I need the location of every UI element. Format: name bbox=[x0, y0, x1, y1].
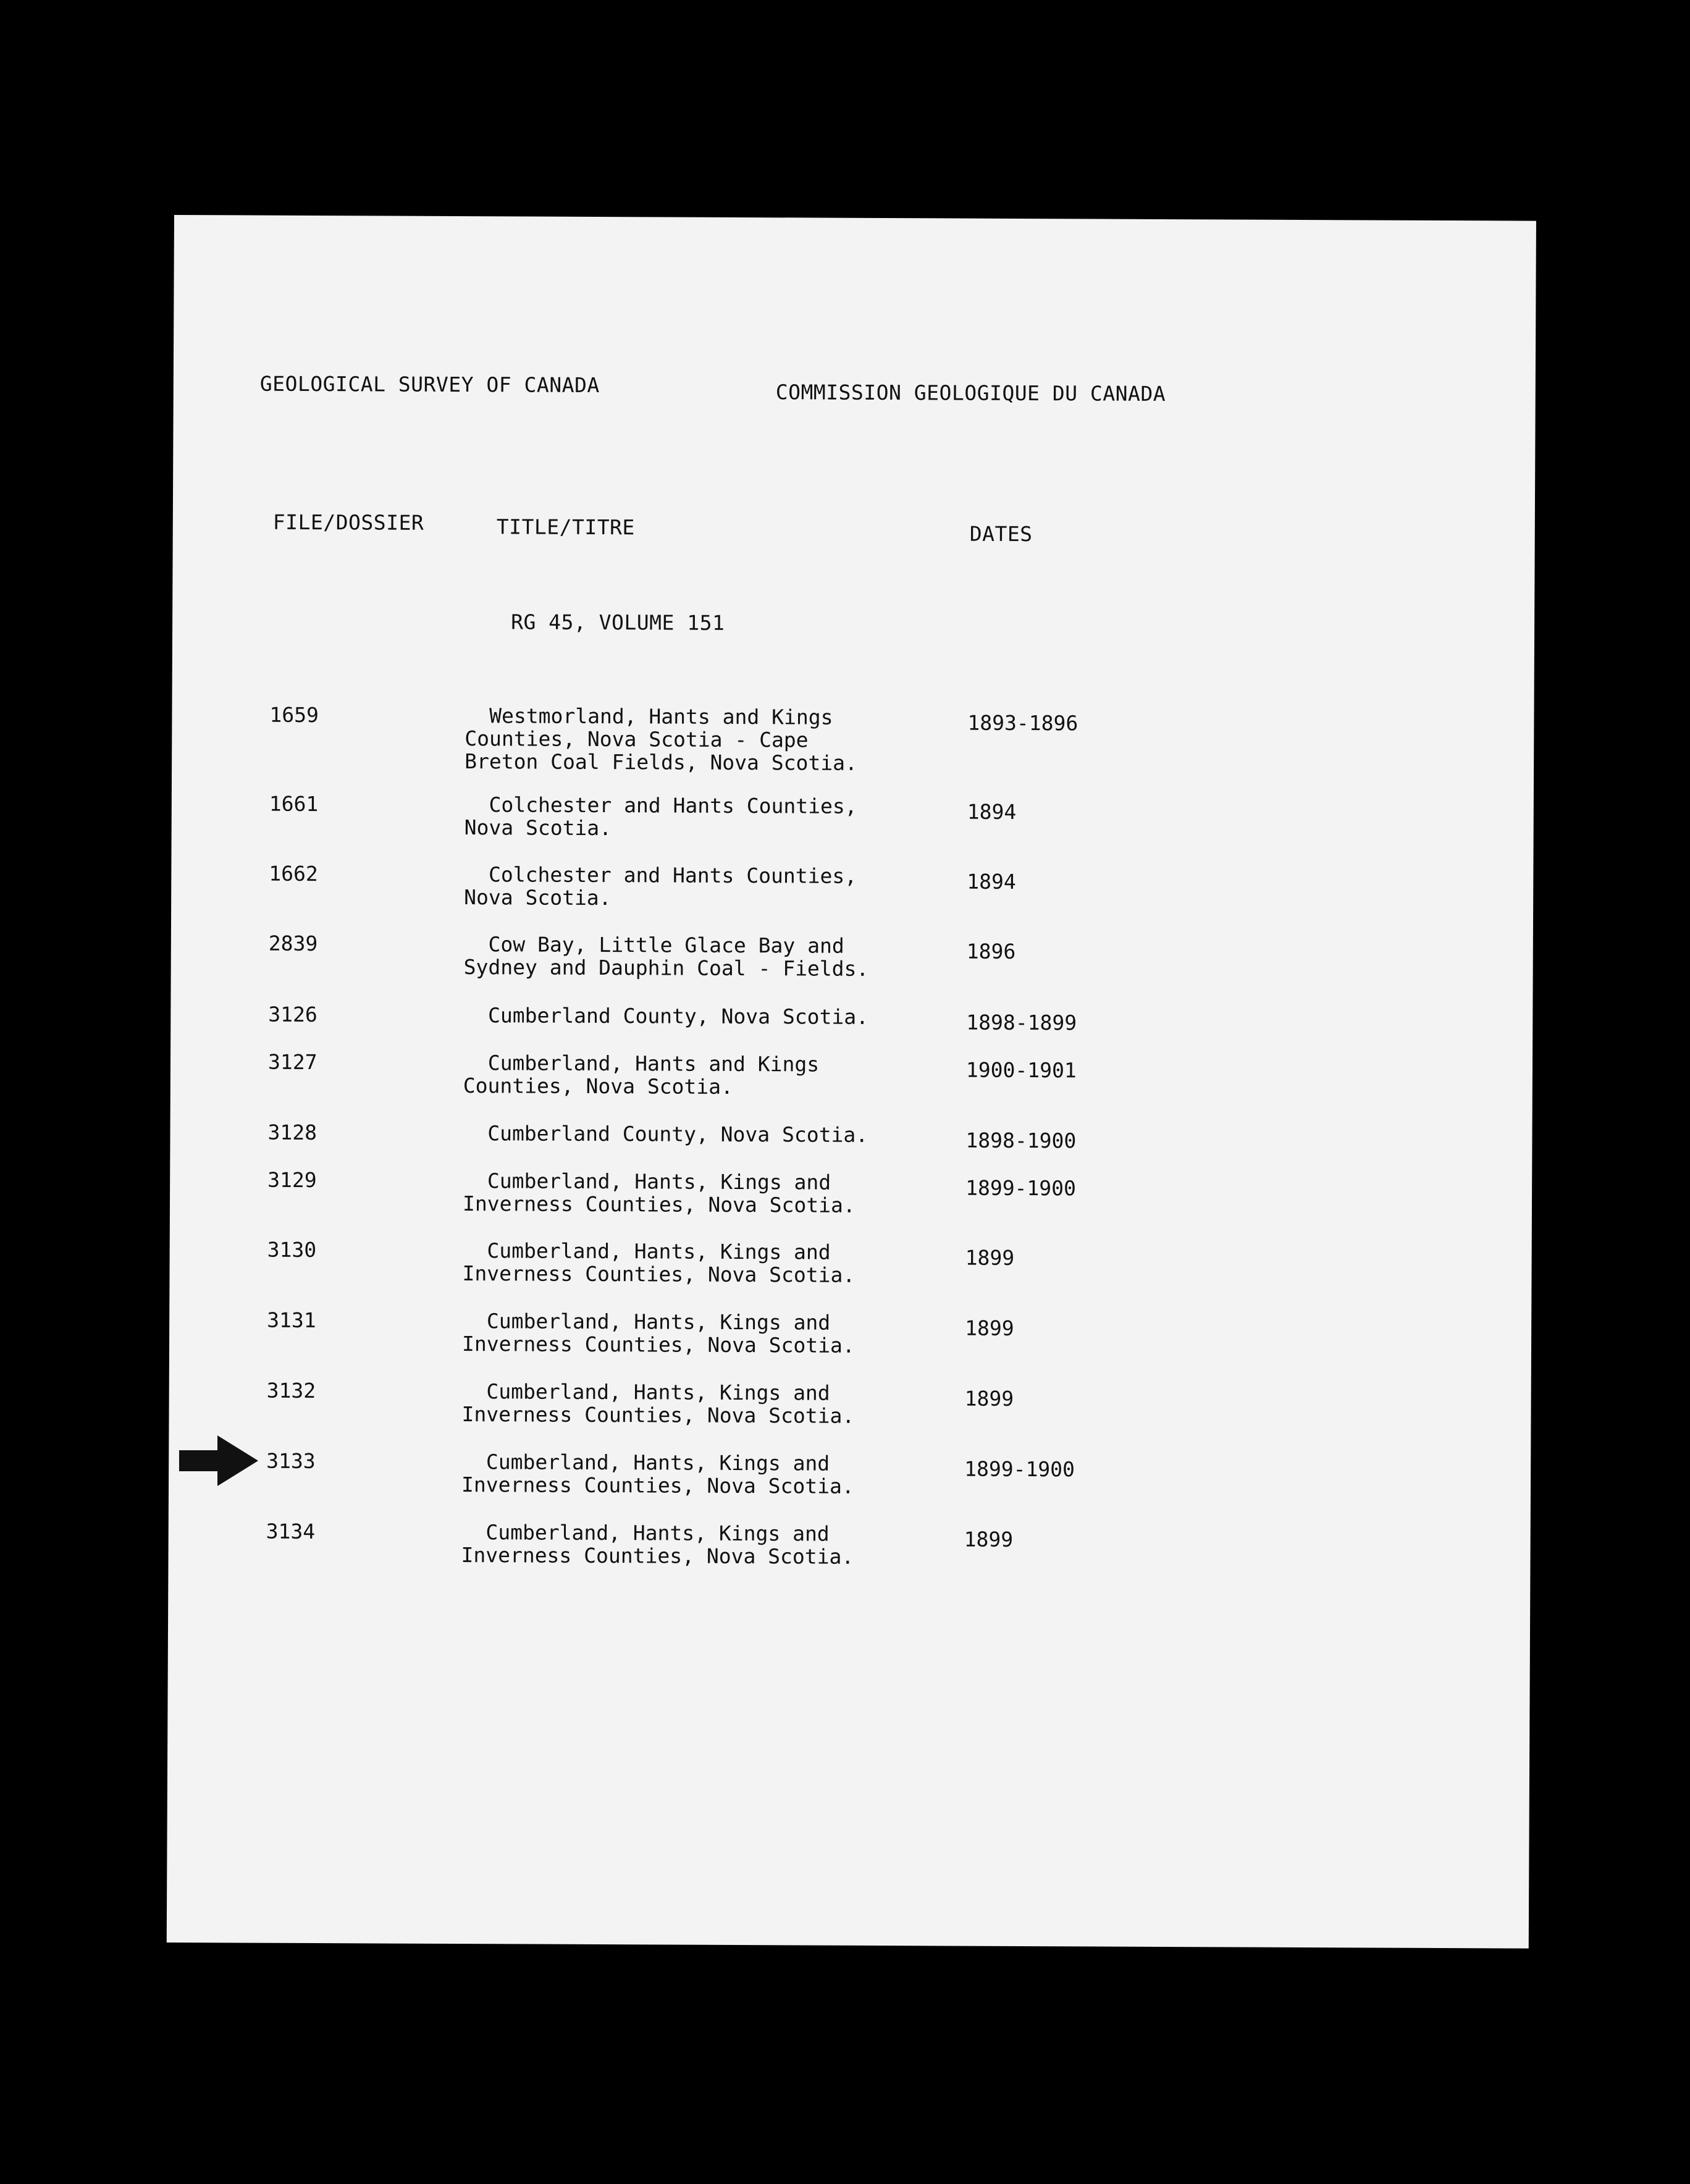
table-row bbox=[172, 702, 1534, 775]
header-right-title: COMMISSION GEOLOGIQUE DU CANADA bbox=[775, 380, 1166, 406]
file-number: 3132 bbox=[266, 1378, 316, 1403]
file-dates: 1898-1899 bbox=[966, 1010, 1077, 1035]
file-title: Cumberland County, Nova Scotia. bbox=[463, 1003, 869, 1029]
file-dates: 1899 bbox=[965, 1245, 1015, 1270]
table-row bbox=[171, 862, 1533, 930]
file-title: Cumberland, Hants, Kings and Inverness Counties, Nova Scotia. bbox=[461, 1379, 855, 1428]
document-page bbox=[167, 215, 1536, 1949]
file-title: Colchester and Hants Counties, Nova Scotia. bbox=[464, 862, 857, 910]
file-dates: 1898-1900 bbox=[965, 1128, 1077, 1153]
file-title: Colchester and Hants Counties, Nova Scotia. bbox=[464, 792, 857, 841]
file-dates: 1894 bbox=[967, 799, 1017, 824]
table-row bbox=[169, 1379, 1531, 1447]
file-title: Cumberland County, Nova Scotia. bbox=[463, 1121, 868, 1147]
file-dates: 1900-1901 bbox=[965, 1057, 1077, 1083]
table-row bbox=[170, 1050, 1532, 1118]
table-row bbox=[169, 1308, 1531, 1376]
file-dates: 1899 bbox=[964, 1527, 1014, 1552]
file-title: Cumberland, Hants and Kings Counties, Nova Scotia. bbox=[463, 1051, 820, 1099]
header-left-title: GEOLOGICAL SURVEY OF CANADA bbox=[259, 371, 600, 398]
table-row bbox=[169, 1449, 1531, 1517]
file-number: 1661 bbox=[269, 791, 319, 817]
file-number: 1659 bbox=[269, 702, 319, 728]
file-title: Cumberland, Hants, Kings and Inverness Counties, Nova Scotia. bbox=[462, 1238, 856, 1287]
file-number: 3127 bbox=[267, 1049, 317, 1075]
file-number: 3129 bbox=[267, 1167, 317, 1193]
file-title: Cumberland, Hants, Kings and Inverness Counties, Nova Scotia. bbox=[461, 1450, 854, 1498]
file-title: Cow Bay, Little Glace Bay and Sydney and Dauphin Coal - Fields. bbox=[463, 932, 869, 981]
file-title: Cumberland, Hants, Kings and Inverness Counties, Nova Scotia. bbox=[461, 1520, 854, 1569]
file-dates: 1899-1900 bbox=[964, 1456, 1075, 1482]
table-row bbox=[168, 1519, 1530, 1587]
file-number: 2839 bbox=[268, 931, 318, 956]
file-dates: 1899 bbox=[964, 1386, 1014, 1411]
file-dates: 1893-1896 bbox=[967, 710, 1078, 736]
file-number: 3131 bbox=[267, 1308, 316, 1333]
file-dates: 1896 bbox=[966, 939, 1016, 964]
file-number: 3134 bbox=[266, 1519, 316, 1544]
table-row bbox=[170, 1168, 1532, 1236]
file-title: Cumberland, Hants, Kings and Inverness Counties, Nova Scotia. bbox=[461, 1309, 855, 1358]
file-number: 3130 bbox=[267, 1237, 317, 1262]
file-number: 3133 bbox=[266, 1448, 316, 1474]
table-row bbox=[169, 1238, 1531, 1306]
file-number: 3128 bbox=[267, 1120, 317, 1145]
file-title: Cumberland, Hants, Kings and Inverness Counties, Nova Scotia. bbox=[462, 1169, 856, 1217]
file-dates: 1899-1900 bbox=[965, 1175, 1077, 1201]
file-dates: 1899 bbox=[965, 1316, 1014, 1340]
arrow-right-icon bbox=[179, 1433, 259, 1489]
file-number: 3126 bbox=[268, 1002, 317, 1027]
volume-label: RG 45, VOLUME 151 bbox=[511, 610, 725, 635]
file-dates: 1894 bbox=[967, 869, 1016, 894]
column-header-file: FILE/DOSSIER bbox=[272, 510, 424, 535]
column-header-title: TITLE/TITRE bbox=[496, 514, 635, 540]
table-row bbox=[171, 931, 1533, 999]
table-row bbox=[171, 792, 1533, 860]
file-title: Westmorland, Hants and Kings Counties, Nova Scotia - Cape Breton Coal Fields, Nova Scotia. bbox=[465, 704, 857, 775]
column-header-dates: DATES bbox=[969, 521, 1033, 547]
file-number: 1662 bbox=[269, 861, 318, 886]
